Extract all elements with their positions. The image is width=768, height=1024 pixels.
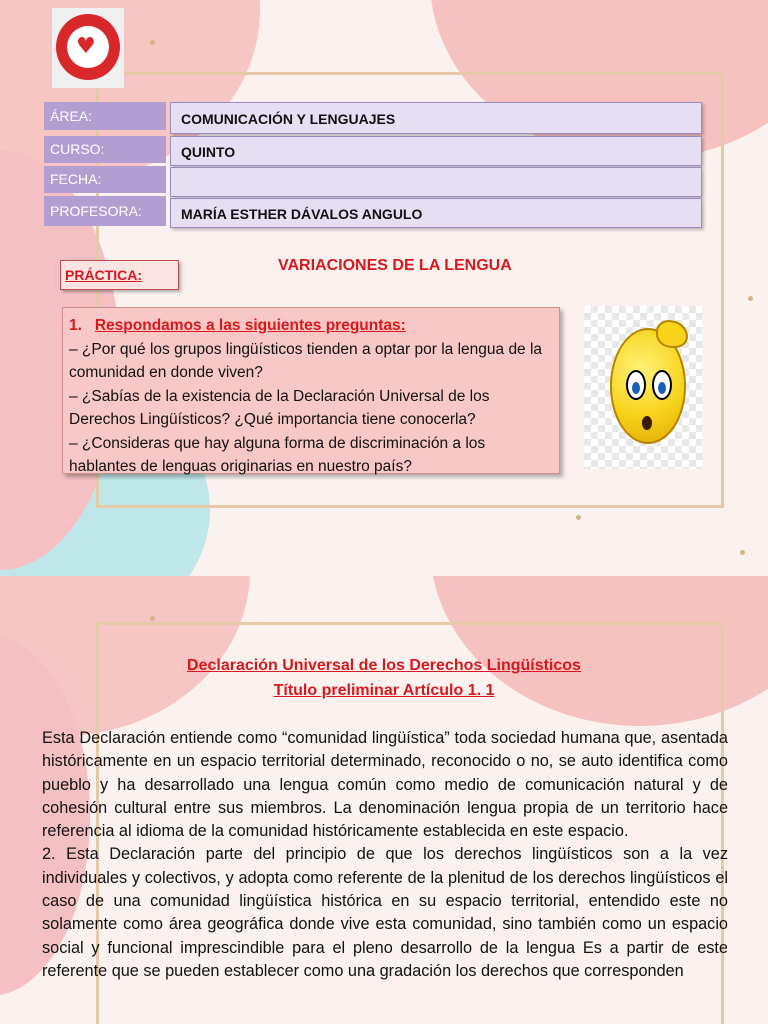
declaration-subtitle: Título preliminar Artículo 1. 1: [273, 682, 495, 699]
questions-heading: [69, 314, 553, 338]
gold-dot-decoration: [150, 616, 155, 621]
declaration-body: [42, 727, 728, 983]
question-number: 1.: [69, 317, 82, 334]
body-paragraph: Esta Declaración entiende como “comunidad lingüística” toda sociedad humana que, asentada históricamente en un espacio territorial determinado, reconocido o no, se auto identifica como pueblo y ha desarrollado una lengua común como medio de comunicación natural y de cohesión cultural entre sus miembros. La denominación lengua propia de un territorio hace referencia al idioma de la comunidad históricamente establecida en este espacio.: [42, 729, 728, 841]
profesora-label: PROFESORA:: [44, 196, 166, 226]
emoji-pupil: [658, 382, 666, 394]
gold-dot-decoration: [576, 515, 581, 520]
area-value: COMUNICACIÓN Y LENGUAJES: [170, 102, 702, 134]
fecha-label: FECHA:: [44, 166, 166, 193]
questions-heading-text: Respondamos a las siguientes preguntas:: [94, 317, 406, 334]
gold-dot-decoration: [150, 40, 155, 45]
slide-2: [0, 576, 768, 1024]
profesora-value: MARÍA ESTHER DÁVALOS ANGULO: [170, 198, 702, 228]
question-item: – ¿Por qué los grupos lingüísticos tienden a optar por la lengua de la comunidad en donde viven?: [69, 340, 543, 381]
emoji-eye: [652, 370, 672, 400]
questions-box: [62, 307, 560, 474]
gold-dot-decoration: [748, 296, 753, 301]
confused-face-icon: [584, 306, 702, 469]
practica-label: PRÁCTICA:: [65, 267, 142, 283]
curso-label: CURSO:: [44, 136, 166, 163]
fecha-value: [170, 167, 702, 197]
body-paragraph: 2. Esta Declaración parte del principio de que los derechos lingüísticos son a la vez individuales y colectivos, y adopta como referente de la plenitud de los derechos lingüísticos el caso de una comunidad lingüística histórica en su espacio territorial, entendido este no solamente como área geográfica donde vive esta comunidad, sino también como un espacio social y funcional imprescindible para el pleno desarrollo de la lengua Es a partir de este referente que se pueden establecer como una gradación los derechos que corresponden: [42, 845, 728, 980]
emoji-mouth: [642, 416, 652, 430]
school-logo: [52, 8, 124, 88]
slide-1-title: VARIACIONES DE LA LENGUA: [278, 257, 512, 274]
declaration-title: Declaración Universal de los Derechos Lingüísticos: [187, 657, 581, 674]
area-label: ÁREA:: [44, 102, 166, 130]
heart-icon: ♥: [76, 34, 96, 59]
emoji-eye: [626, 370, 646, 400]
curso-value: QUINTO: [170, 136, 702, 166]
emoji-pupil: [632, 382, 640, 394]
practica-box: [60, 260, 179, 290]
question-item: – ¿Sabías de la existencia de la Declaración Universal de los Derechos Lingüísticos? ¿Qué importancia tiene conocerla?: [69, 387, 490, 428]
gold-dot-decoration: [740, 550, 745, 555]
emoji-hand: [656, 320, 688, 348]
question-item: – ¿Consideras que hay alguna forma de discriminación a los hablantes de lenguas originarias en nuestro país?: [69, 434, 486, 475]
